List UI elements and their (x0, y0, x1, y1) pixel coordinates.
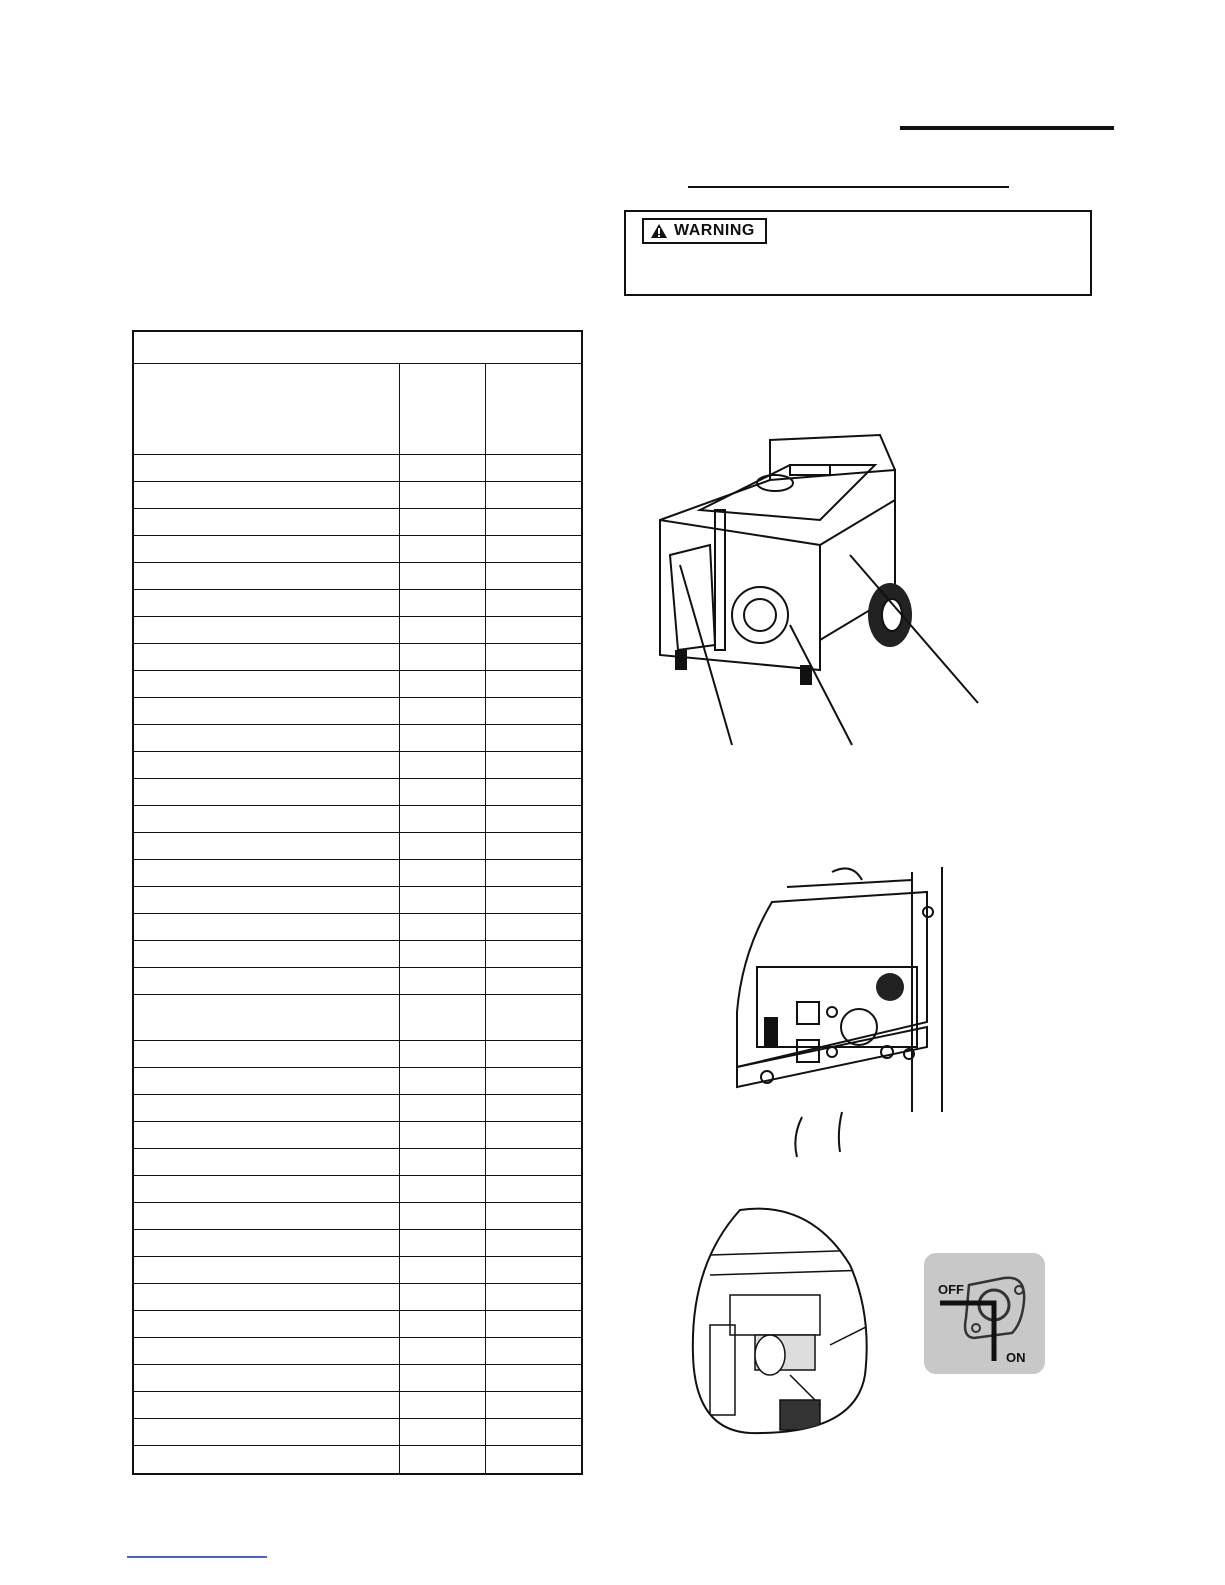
table-cell-device (134, 1338, 400, 1364)
table-cell-running (400, 779, 486, 805)
table-cell-running (400, 887, 486, 913)
table-cell-starting (486, 1230, 581, 1256)
table-cell-running (400, 1446, 486, 1473)
table-cell-running (400, 482, 486, 508)
table-cell-device (134, 1392, 400, 1418)
table-cell-running (400, 833, 486, 859)
table-cell-device (134, 995, 400, 1040)
table-cell-running (400, 644, 486, 670)
table-header-row (134, 364, 581, 455)
table-cell-device (134, 968, 400, 994)
wattage-table (132, 330, 583, 1475)
table-cell-device (134, 509, 400, 535)
table-cell-running (400, 1149, 486, 1175)
table-row (134, 806, 581, 833)
table-row (134, 1041, 581, 1068)
table-cell-running (400, 752, 486, 778)
table-cell-device (134, 1041, 400, 1067)
table-row (134, 671, 581, 698)
table-row (134, 752, 581, 779)
table-cell-device (134, 698, 400, 724)
table-cell-starting (486, 698, 581, 724)
table-cell-starting (486, 887, 581, 913)
footer-link-underline (127, 1556, 267, 1558)
table-caption-row (134, 332, 581, 364)
table-cell-running (400, 1311, 486, 1337)
table-cell-device (134, 725, 400, 751)
table-cell-running (400, 1230, 486, 1256)
table-row (134, 536, 581, 563)
table-row (134, 779, 581, 806)
table-cell-running (400, 590, 486, 616)
table-cell-device (134, 833, 400, 859)
fuel-valve-detail-illustration (690, 1205, 872, 1437)
table-cell-starting (486, 1419, 581, 1445)
table-cell-device (134, 1365, 400, 1391)
table-cell-starting (486, 1257, 581, 1283)
table-cell-starting (486, 1446, 581, 1473)
table-cell-starting (486, 536, 581, 562)
table-row (134, 833, 581, 860)
table-cell-starting (486, 806, 581, 832)
table-row (134, 1068, 581, 1095)
table-cell-running (400, 1338, 486, 1364)
table-cell-running (400, 995, 486, 1040)
table-cell-device (134, 617, 400, 643)
table-cell-starting (486, 941, 581, 967)
table-row (134, 1122, 581, 1149)
table-cell-running (400, 1176, 486, 1202)
table-row (134, 914, 581, 941)
table-row (134, 1419, 581, 1446)
table-cell-running (400, 1041, 486, 1067)
table-cell-running (400, 1203, 486, 1229)
fuel-valve-on-label: ON (1006, 1350, 1026, 1365)
table-cell-running (400, 455, 486, 481)
table-row (134, 617, 581, 644)
table-cell-device (134, 806, 400, 832)
table-cell-starting (486, 1095, 581, 1121)
control-panel-illustration (712, 862, 952, 1162)
table-cell-device (134, 590, 400, 616)
table-cell-running (400, 914, 486, 940)
table-row (134, 1365, 581, 1392)
table-cell-device (134, 1068, 400, 1094)
table-cell-starting (486, 1203, 581, 1229)
table-cell-running (400, 617, 486, 643)
table-cell-starting (486, 644, 581, 670)
table-cell-starting (486, 1122, 581, 1148)
table-row (134, 725, 581, 752)
table-cell-device (134, 860, 400, 886)
table-cell-starting (486, 1338, 581, 1364)
section-heading-underline (688, 186, 1009, 188)
table-row (134, 563, 581, 590)
table-cell-device (134, 1203, 400, 1229)
table-cell-running (400, 1068, 486, 1094)
table-row (134, 1149, 581, 1176)
table-cell-device (134, 644, 400, 670)
table-cell-device (134, 563, 400, 589)
table-row (134, 509, 581, 536)
table-body (134, 455, 581, 1473)
table-cell-starting (486, 1365, 581, 1391)
generator-illustration (640, 425, 990, 765)
table-row (134, 698, 581, 725)
table-cell-starting (486, 482, 581, 508)
table-cell-starting (486, 1041, 581, 1067)
table-cell-device (134, 752, 400, 778)
table-cell-starting (486, 995, 581, 1040)
table-row (134, 941, 581, 968)
fuel-valve-icon (924, 1253, 1045, 1374)
table-row (134, 860, 581, 887)
fuel-valve-off-label: OFF (938, 1282, 964, 1297)
table-cell-running (400, 1284, 486, 1310)
table-row (134, 1311, 581, 1338)
table-cell-starting (486, 752, 581, 778)
table-cell-running (400, 1257, 486, 1283)
table-row (134, 1446, 581, 1473)
table-cell-running (400, 671, 486, 697)
header-rule (900, 126, 1114, 130)
table-cell-device (134, 1122, 400, 1148)
table-row (134, 887, 581, 914)
table-cell-starting (486, 455, 581, 481)
table-cell-device (134, 1095, 400, 1121)
table-cell-device (134, 536, 400, 562)
table-row (134, 1176, 581, 1203)
table-cell-device (134, 941, 400, 967)
table-row (134, 1338, 581, 1365)
table-row (134, 1284, 581, 1311)
table-cell-running (400, 1419, 486, 1445)
table-cell-starting (486, 779, 581, 805)
table-row (134, 482, 581, 509)
table-cell-device (134, 1149, 400, 1175)
table-cell-running (400, 1365, 486, 1391)
table-cell-device (134, 482, 400, 508)
table-row (134, 968, 581, 995)
table-row (134, 995, 581, 1041)
table-row (134, 1257, 581, 1284)
warning-triangle-icon (650, 223, 668, 239)
table-cell-device (134, 1419, 400, 1445)
table-cell-starting (486, 671, 581, 697)
table-cell-running (400, 806, 486, 832)
table-cell-running (400, 536, 486, 562)
table-cell-device (134, 1176, 400, 1202)
table-cell-device (134, 914, 400, 940)
table-row (134, 1392, 581, 1419)
table-cell-starting (486, 914, 581, 940)
table-cell-running (400, 1095, 486, 1121)
table-cell-running (400, 509, 486, 535)
table-cell-starting (486, 1311, 581, 1337)
table-cell-starting (486, 1149, 581, 1175)
table-row (134, 455, 581, 482)
table-cell-device (134, 779, 400, 805)
table-cell-running (400, 968, 486, 994)
table-cell-starting (486, 1176, 581, 1202)
table-row (134, 1095, 581, 1122)
header-cell-device (134, 364, 400, 454)
table-cell-device (134, 455, 400, 481)
table-cell-running (400, 698, 486, 724)
table-cell-starting (486, 833, 581, 859)
table-cell-running (400, 563, 486, 589)
table-cell-device (134, 1284, 400, 1310)
table-cell-starting (486, 1284, 581, 1310)
warning-box (624, 210, 1092, 296)
warning-label-text: WARNING (674, 222, 755, 239)
header-cell-running (400, 364, 486, 454)
table-cell-device (134, 1257, 400, 1283)
table-cell-starting (486, 590, 581, 616)
table-row (134, 644, 581, 671)
table-cell-starting (486, 860, 581, 886)
table-row (134, 1230, 581, 1257)
table-cell-starting (486, 725, 581, 751)
table-cell-device (134, 671, 400, 697)
table-cell-starting (486, 617, 581, 643)
table-cell-device (134, 1230, 400, 1256)
header-cell-starting (486, 364, 581, 454)
table-cell-device (134, 1446, 400, 1473)
table-cell-starting (486, 968, 581, 994)
table-cell-starting (486, 509, 581, 535)
warning-label (642, 218, 767, 244)
table-cell-device (134, 887, 400, 913)
table-row (134, 590, 581, 617)
table-cell-starting (486, 563, 581, 589)
table-cell-starting (486, 1392, 581, 1418)
table-cell-starting (486, 1068, 581, 1094)
table-cell-running (400, 860, 486, 886)
table-row (134, 1203, 581, 1230)
table-cell-running (400, 1122, 486, 1148)
table-cell-running (400, 725, 486, 751)
table-cell-running (400, 1392, 486, 1418)
table-cell-running (400, 941, 486, 967)
table-cell-device (134, 1311, 400, 1337)
